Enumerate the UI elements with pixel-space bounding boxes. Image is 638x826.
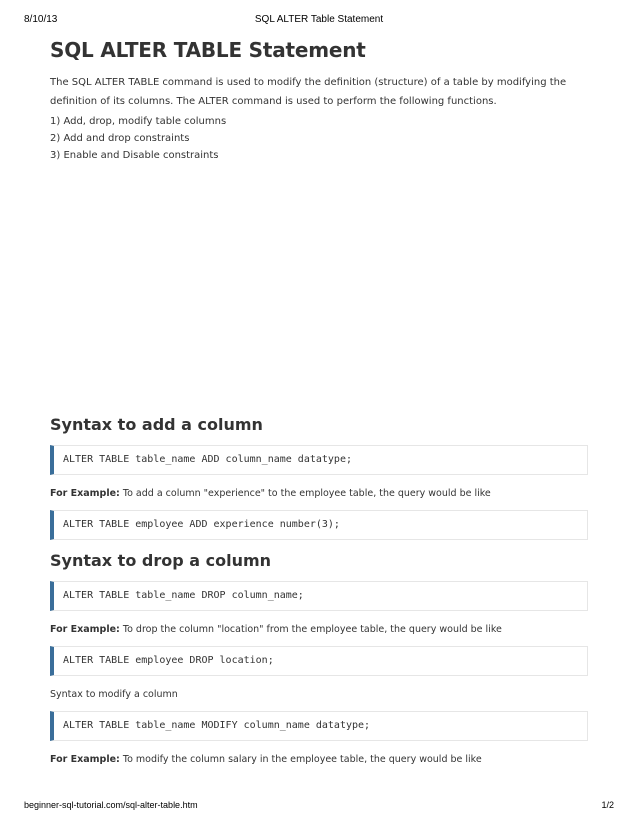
code-block-add-syntax: ALTER TABLE table_name ADD column_name datatype; [50,445,588,475]
modify-heading-text: Syntax to modify a column [50,689,178,700]
heading-drop-column: Syntax to drop a column [50,551,272,570]
example-label: For Example: [50,488,120,499]
list-item: 2) Add and drop constraints [50,133,190,144]
list-item: 1) Add, drop, modify table columns [50,116,227,127]
example-text: To drop the column "location" from the employee table, the query would be like [122,624,502,635]
example-label: For Example: [50,754,120,765]
intro-paragraph: The SQL ALTER TABLE command is used to modify the definition (structure) of a table by modifying the definition of its columns. The ALTER command is used to perform the following functions. [50,77,567,107]
functions-list [50,113,226,164]
example-text: To add a column "experience" to the employee table, the query would be like [122,488,491,499]
print-date: 8/10/13 [24,14,58,25]
add-example-paragraph [50,488,491,499]
code-block-add-example: ALTER TABLE employee ADD experience number(3); [50,510,588,540]
print-doc-title: SQL ALTER Table Statement [254,14,384,25]
code-block-drop-example: ALTER TABLE employee DROP location; [50,646,588,676]
drop-example-paragraph [50,624,502,635]
code-block-drop-syntax: ALTER TABLE table_name DROP column_name; [50,581,588,611]
page-number: 1/2 [601,800,614,810]
heading-add-column: Syntax to add a column [50,415,263,434]
code-block-modify-syntax: ALTER TABLE table_name MODIFY column_name datatype; [50,711,588,741]
example-text: To modify the column salary in the employee table, the query would be like [122,754,482,765]
list-item: 3) Enable and Disable constraints [50,150,219,161]
example-label: For Example: [50,624,120,635]
print-url: beginner-sql-tutorial.com/sql-alter-table.htm [24,800,198,810]
page-title: SQL ALTER TABLE Statement [50,38,366,62]
modify-example-paragraph [50,754,482,765]
